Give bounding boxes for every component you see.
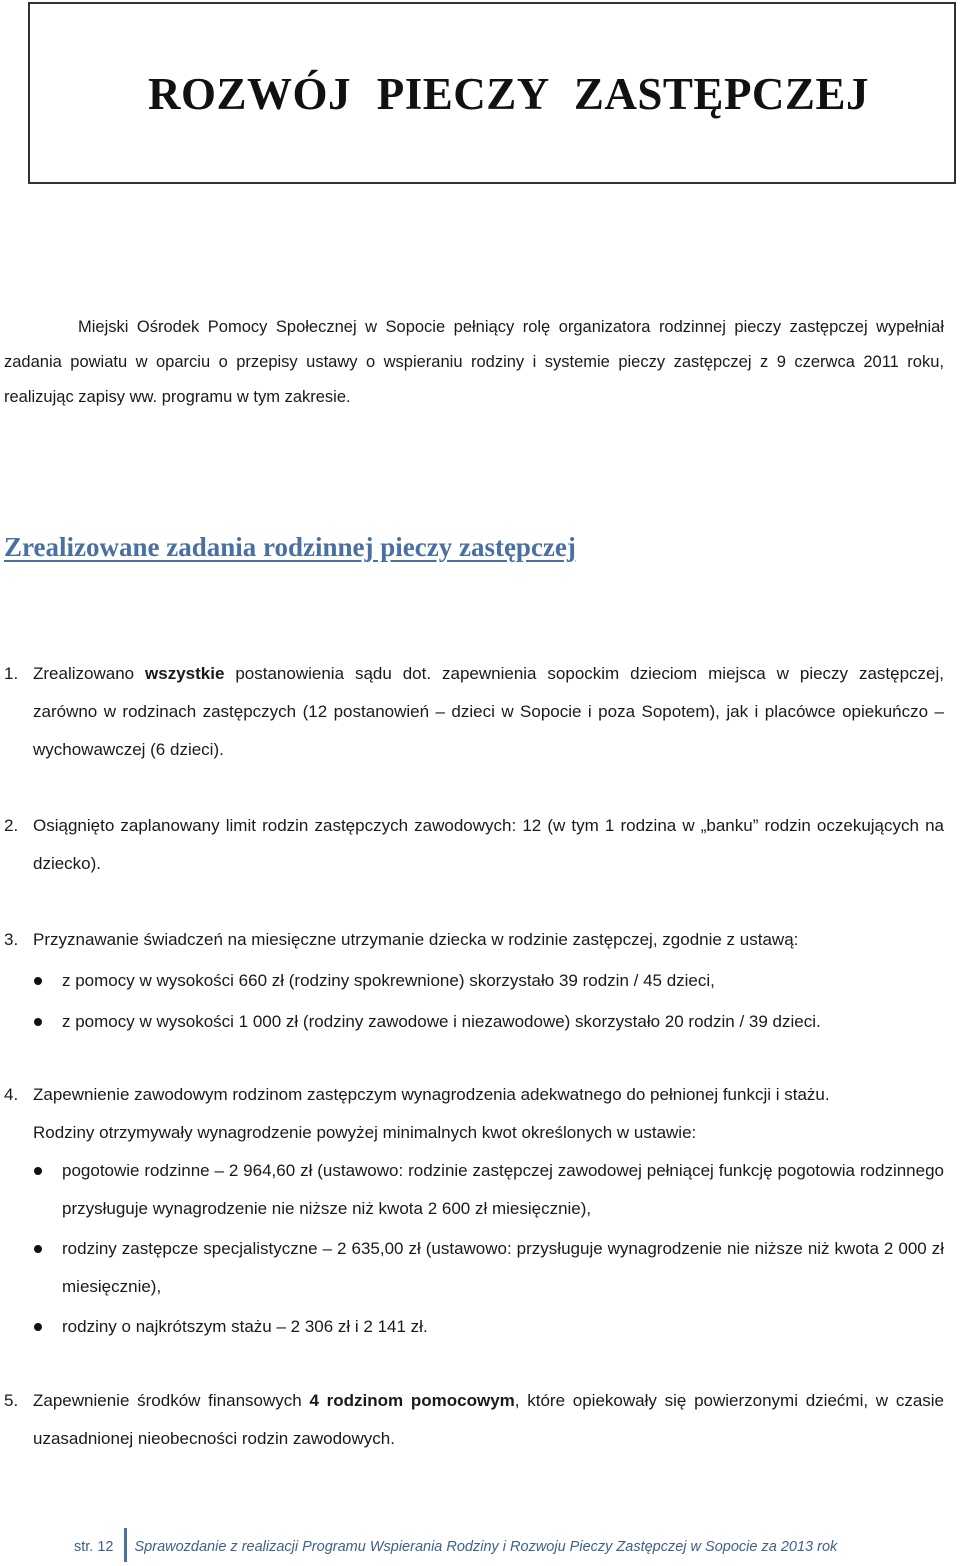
footer-divider [124,1528,127,1562]
bullet-icon [34,977,42,985]
bullet-icon [34,1018,42,1026]
bullet-item: z pomocy w wysokości 660 zł (rodziny spokrewnione) skorzystało 39 rodzin / 45 dzieci, [4,962,944,1000]
title-box [28,2,956,184]
item-number: 1. [4,664,19,683]
page-footer [74,1530,837,1564]
item-text-pre: Zrealizowano [33,664,146,683]
item-text: Zapewnienie zawodowym rodzinom zastępczym wynagrodzenia adekwatnego do pełnionej funkcji i stażu. [33,1085,830,1104]
item-number: 5. [4,1391,19,1410]
item-text: Przyznawanie świadczeń na miesięczne utrzymanie dziecka w rodzinie zastępczej, zgodnie z ustawą: [33,930,799,949]
bullet-item: pogotowie rodzinne – 2 964,60 zł (ustawowo: rodzinie zastępczej zawodowej pełniącej funkcję pogotowia rodzinnego przysługuje wynagrodzenie nie niższe niż kwota 2 600 zł miesięcznie), [4,1152,944,1228]
section-heading: Zrealizowane zadania rodzinnej pieczy zastępczej [4,532,576,562]
item-text-bold: 4 rodzinom pomocowym [309,1391,515,1410]
list-item-5 [4,1382,944,1458]
bullet-item: z pomocy w wysokości 1 000 zł (rodziny zawodowe i niezawodowe) skorzystało 20 rodzin / 39 dzieci. [4,1003,944,1041]
item-number: 4. [4,1085,19,1104]
item-text-pre: Zapewnienie środków finansowych [33,1391,310,1410]
item-text-post: postanowienia sądu dot. zapewnienia sopockim dzieciom miejsca w pieczy zastępczej, zarówno w rodzinach zastępczych (12 postanowień – dzieci w Sopocie i poza Sopotem), jak i placówce opiekuńczo – wychowawczej (6 dzieci). [33,664,945,759]
item-text-bold: wszystkie [145,664,225,683]
page-number: str. 12 [74,1538,114,1555]
item-text: Osiągnięto zaplanowany limit rodzin zastępczych zawodowych: 12 (w tym 1 rodzina w „banku” rodzin oczekujących na dziecko). [33,816,944,873]
bullet-icon [34,1167,42,1175]
list-item-3 [4,921,944,1041]
item-number: 2. [4,816,19,835]
page-title: ROZWÓJ PIECZY ZASTĘPCZEJ [148,69,869,119]
list-item-2 [4,807,944,883]
list-item-4 [4,1076,944,1346]
bullet-item: rodziny zastępcze specjalistyczne – 2 635,00 zł (ustawowo: przysługuje wynagrodzenie nie niższe niż kwota 2 000 zł miesięcznie), [4,1230,944,1306]
item-text-post: , które opiekowały się powierzonymi dziećmi, w czasie uzasadnionej nieobecności rodzin zawodowych. [33,1391,945,1448]
item-number: 3. [4,930,19,949]
bullet-icon [34,1323,42,1331]
footer-description: Sprawozdanie z realizacji Programu Wspierania Rodziny i Rozwoju Pieczy Zastępczej w Sopocie za 2013 rok [134,1538,838,1555]
intro-paragraph: Miejski Ośrodek Pomocy Społecznej w Sopocie pełniący rolę organizatora rodzinnej pieczy zastępczej wypełniał zadania powiatu w oparciu o przepisy ustawy o wspieraniu rodziny i systemie pieczy zastępczej z 9 czerwca 2011 roku, realizując zapisy ww. programu w tym zakresie. [4,318,944,406]
bullet-icon [34,1245,42,1253]
item-subtext: Rodziny otrzymywały wynagrodzenie powyżej minimalnych kwot określonych w ustawie: [33,1123,697,1142]
bullet-item: rodziny o najkrótszym stażu – 2 306 zł i 2 141 zł. [4,1308,944,1346]
list-item-1 [4,655,944,769]
